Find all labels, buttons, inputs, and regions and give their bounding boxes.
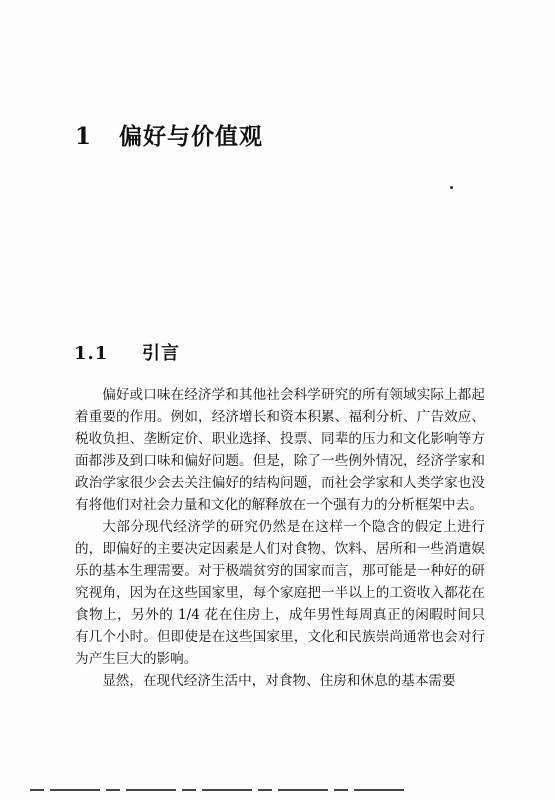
- print-speck: [450, 186, 453, 189]
- scan-edge-artifact: [30, 789, 410, 791]
- paragraph: 偏好或口味在经济学和其他社会科学研究的所有领域实际上都起着重要的作用。例如，经济增长和资本积累、福利分析、广告效应、税收负担、垄断定价、职业选择、投票、同辈的压力和文化影响等方面都涉及到口味和偏好问题。但是，除了一些例外情况，经济学家和政治学家很少会去关注偏好的结构问题，而社会学家和人类学家也没有将他们对社会力量和文化的解释放在一个强有力的分析框架中去。: [75, 387, 485, 513]
- paragraph: 显然，在现代经济生活中，对食物、住房和休息的基本需要: [102, 673, 456, 689]
- chapter-title: 偏好与价值观: [119, 123, 263, 150]
- section-heading: [74, 339, 180, 365]
- section-number: 1.1: [74, 343, 109, 364]
- section-title: 引言: [142, 343, 180, 364]
- chapter-heading: [75, 118, 263, 151]
- body-text: [75, 372, 485, 692]
- paragraph: 大部分现代经济学的研究仍然是在这样一个隐含的假定上进行的，即偏好的主要决定因素是人们对食物、饮料、居所和一些消遣娱乐的基本生理需要。对于极端贫穷的国家而言，那可能是一种好的研究视角，因为在这些国家里，每个家庭把一半以上的工资收入都花在食物上，另外的 1/4 花在住房上，成年男性每周真正的闲暇时间只有几个小时。但即使是在这些国家里，文化和民族崇尚通常也会对行为产生巨大的影响。: [75, 519, 485, 667]
- chapter-number: 1: [75, 123, 93, 150]
